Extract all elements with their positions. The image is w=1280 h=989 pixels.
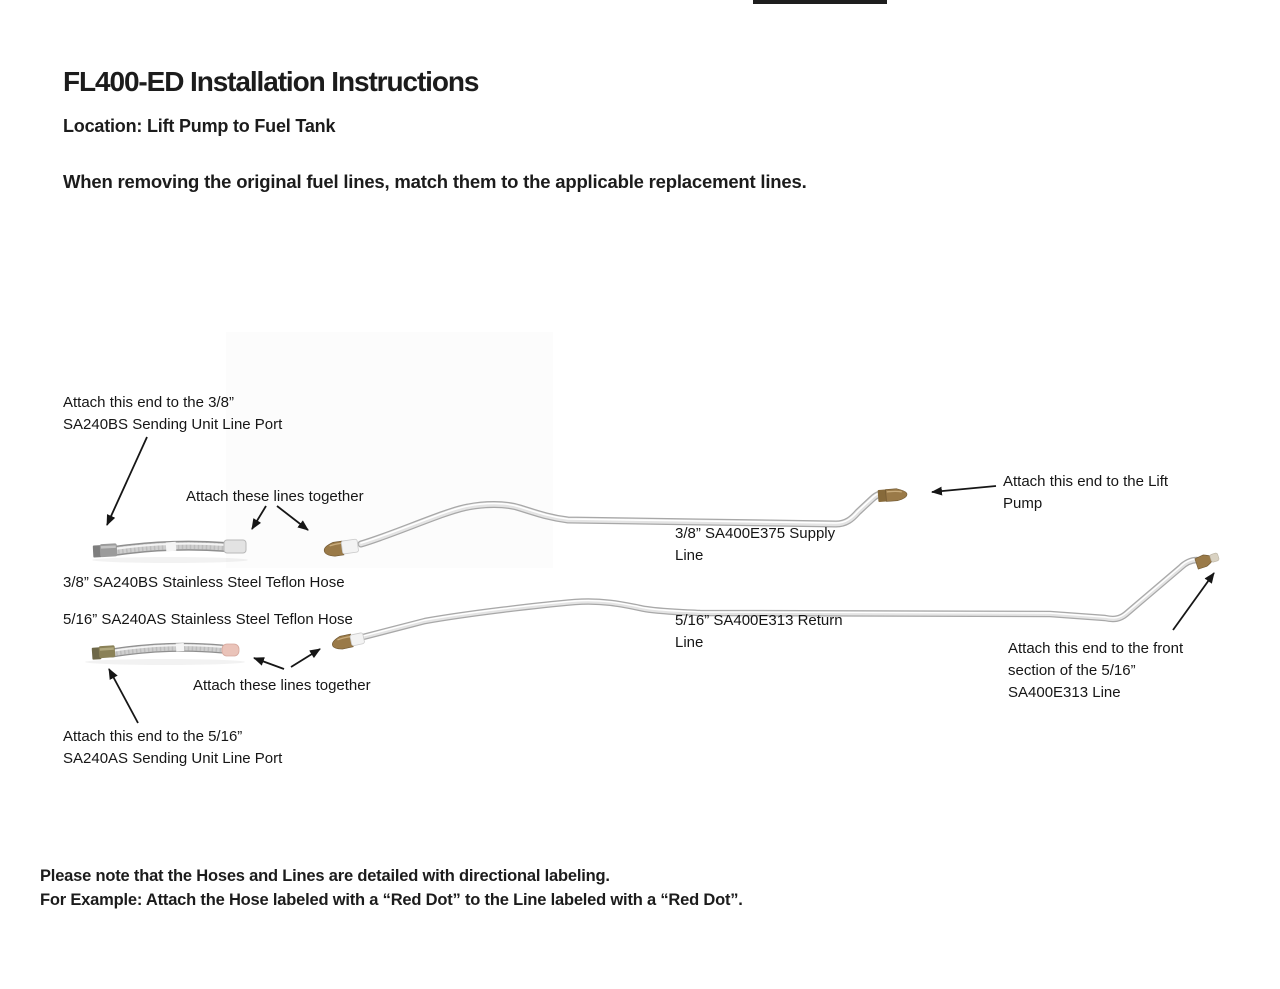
label-line: Line — [675, 634, 704, 651]
intro-instruction: When removing the original fuel lines, match them to the applicable replacement lines. — [63, 171, 807, 192]
label-line: 3/8” SA400E375 Supply — [675, 525, 836, 542]
hose-516-shadow — [85, 659, 245, 665]
callout-line: Attach this end to the 5/16” — [63, 728, 243, 745]
callout-line: Attach this end to the 3/8” — [63, 394, 234, 411]
label-line: Line — [675, 547, 704, 564]
label-hose-516: 5/16” SA240AS Stainless Steel Teflon Hose — [63, 611, 353, 628]
label-return-line — [675, 610, 843, 654]
callout-lift-pump — [1003, 471, 1168, 515]
return-line-left-fitting — [331, 632, 365, 651]
supply-line-right-fitting — [878, 488, 908, 502]
footer-note-line1: Please note that the Hoses and Lines are detailed with directional labeling. — [40, 867, 610, 885]
page-title: FL400-ED Installation Instructions — [63, 66, 479, 97]
arrow-to-hose516-left-end — [109, 669, 138, 723]
hose-38 — [93, 540, 246, 558]
arrow-to-lift-pump-end — [932, 486, 996, 492]
hose-516-right-cap — [222, 644, 239, 656]
callout-line: section of the 5/16” — [1008, 662, 1136, 679]
callout-line: Attach this end to the Lift — [1003, 473, 1169, 490]
hose-516 — [92, 644, 239, 660]
hose-516-center-band — [176, 647, 184, 648]
return-line-right-fitting — [1195, 551, 1221, 570]
label-hose-38: 3/8” SA240BS Stainless Steel Teflon Hose — [63, 574, 345, 591]
arrow-to-return-line-right-end — [1173, 573, 1214, 630]
callout-sending-unit-38 — [63, 392, 282, 436]
label-line: 5/16” SA400E313 Return — [675, 612, 843, 629]
location-subtitle: Location: Lift Pump to Fuel Tank — [63, 116, 336, 136]
hose-516-left-fitting — [92, 645, 116, 660]
callout-sending-unit-516 — [63, 726, 282, 770]
hose-38-right-fitting — [224, 540, 246, 553]
arrow-to-hose38-left-end — [107, 437, 147, 525]
hose-38-center-band — [166, 546, 176, 547]
callout-attach-together-top: Attach these lines together — [186, 488, 364, 505]
callout-line: SA240AS Sending Unit Line Port — [63, 750, 283, 767]
callout-line: SA240BS Sending Unit Line Port — [63, 416, 283, 433]
footer-note-line2: For Example: Attach the Hose labeled with a “Red Dot” to the Line labeled with a “Red Dot”. — [40, 891, 743, 909]
callout-line: Pump — [1003, 495, 1043, 512]
hose-38-shadow — [92, 557, 248, 563]
callout-front-section — [1008, 638, 1183, 704]
label-supply-line — [675, 523, 835, 567]
callout-line: SA400E313 Line — [1008, 684, 1121, 701]
arrow-to-hose516-right-end — [254, 658, 284, 669]
hose-38-left-fitting — [93, 543, 118, 557]
arrow-to-return-line-left-fitting — [291, 649, 320, 667]
callout-line: Attach this end to the front — [1008, 640, 1184, 657]
callout-attach-together-bottom: Attach these lines together — [193, 677, 371, 694]
